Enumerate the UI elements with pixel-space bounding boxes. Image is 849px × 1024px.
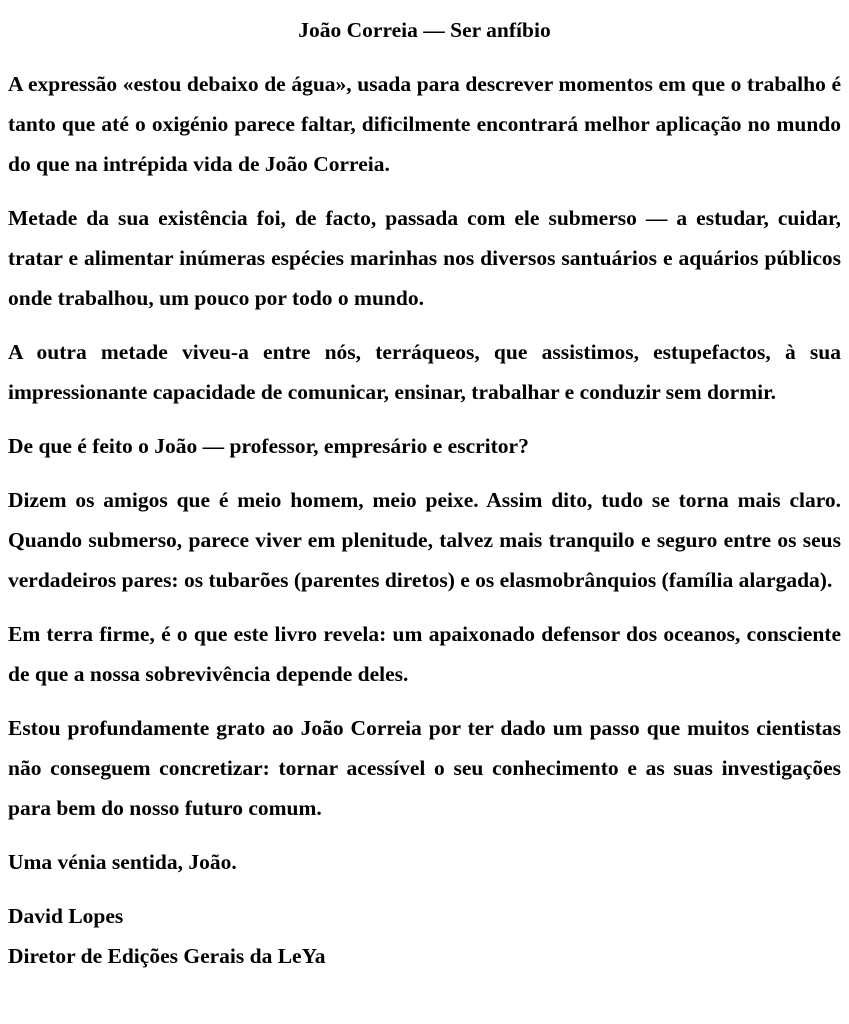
paragraph-4: De que é feito o João — professor, empresário e escritor? [8,434,529,458]
paragraph-7: Estou profundamente grato ao João Correia por ter dado um passo que muitos cientistas não conseguem concretizar: tornar acessível o seu conhecimento e as suas investigações para bem do nosso futuro comum. [8,716,841,820]
closing-line: Uma vénia sentida, João. [8,850,237,874]
paragraph-5: Dizem os amigos que é meio homem, meio peixe. Assim dito, tudo se torna mais claro. Quando submerso, parece viver em plenitude, talvez mais tranquilo e seguro entre os seus verdadeiros pares: os tubarões (parentes diretos) e os elasmobrânquios (família alargada). [8,488,841,592]
paragraph-1: A expressão «estou debaixo de água», usada para descrever momentos em que o trabalho é tanto que até o oxigénio parece faltar, dificilmente encontrará melhor aplicação no mundo do que na intrépida vida de João Correia. [8,72,841,176]
paragraph-2: Metade da sua existência foi, de facto, passada com ele submerso — a estudar, cuidar, tratar e alimentar inúmeras espécies marinhas nos diversos santuários e aquários públicos onde trabalhou, um pouco por todo o mundo. [8,206,841,310]
paragraph-6: Em terra firme, é o que este livro revela: um apaixonado defensor dos oceanos, consciente de que a nossa sobrevivência depende deles. [8,622,841,686]
signature-role: Diretor de Edições Gerais da LeYa [8,944,326,968]
signature-name: David Lopes [8,904,124,928]
paragraph-3: A outra metade viveu-a entre nós, terráqueos, que assistimos, estupefactos, à sua impressionante capacidade de comunicar, ensinar, trabalhar e conduzir sem dormir. [8,340,841,404]
document-title: João Correia — Ser anfíbio [298,18,551,42]
